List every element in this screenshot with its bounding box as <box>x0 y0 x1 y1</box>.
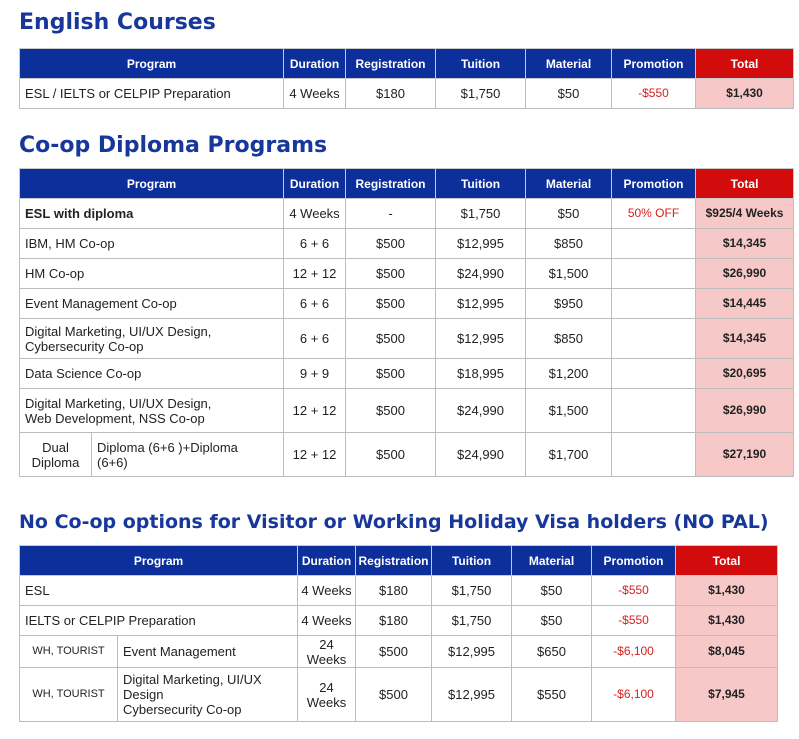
table-row <box>20 433 794 477</box>
header-total: Total <box>696 169 794 199</box>
header-duration: Duration <box>284 169 346 199</box>
table-row <box>20 359 794 389</box>
cell-tuition: $24,990 <box>436 433 526 477</box>
cell-category: WH, TOURIST <box>20 668 118 722</box>
header-program: Program <box>20 546 298 576</box>
cell-material: $850 <box>526 319 612 359</box>
header-program: Program <box>20 49 284 79</box>
cell-duration: 6 + 6 <box>284 319 346 359</box>
cell-category: WH, TOURIST <box>20 636 118 668</box>
cell-program <box>20 389 284 433</box>
cell-tuition: $1,750 <box>436 199 526 229</box>
english-courses-table <box>19 48 794 109</box>
header-tuition: Tuition <box>432 546 512 576</box>
cell-total: $14,345 <box>696 229 794 259</box>
cell-tuition: $12,995 <box>436 229 526 259</box>
table-header-row <box>20 169 794 199</box>
table-row <box>20 259 794 289</box>
cell-total: $7,945 <box>676 668 778 722</box>
cell-registration: $500 <box>346 229 436 259</box>
cell-duration: 6 + 6 <box>284 289 346 319</box>
cell-duration: 4 Weeks <box>298 576 356 606</box>
cell-duration: 9 + 9 <box>284 359 346 389</box>
table-row <box>20 636 778 668</box>
cell-total: $8,045 <box>676 636 778 668</box>
cell-tuition: $24,990 <box>436 259 526 289</box>
cell-tuition: $12,995 <box>432 636 512 668</box>
cell-program: Event Management <box>118 636 298 668</box>
cell-duration: 24 Weeks <box>298 636 356 668</box>
cell-total: $925/4 Weeks <box>696 199 794 229</box>
cell-promotion: -$550 <box>592 576 676 606</box>
header-duration: Duration <box>284 49 346 79</box>
cell-material: $650 <box>512 636 592 668</box>
cell-duration: 12 + 12 <box>284 433 346 477</box>
cell-registration: $500 <box>346 359 436 389</box>
cell-registration: $180 <box>346 79 436 109</box>
cell-promotion: -$550 <box>592 606 676 636</box>
cell-program: IELTS or CELPIP Preparation <box>20 606 298 636</box>
header-total: Total <box>696 49 794 79</box>
cell-registration: $180 <box>356 576 432 606</box>
cell-tuition: $1,750 <box>436 79 526 109</box>
header-material: Material <box>512 546 592 576</box>
cell-material: $50 <box>512 576 592 606</box>
table-header-row <box>20 546 778 576</box>
cell-program <box>118 668 298 722</box>
header-total: Total <box>676 546 778 576</box>
cell-material: $50 <box>526 79 612 109</box>
table-header-row <box>20 49 794 79</box>
program-line: (6+6) <box>97 454 128 470</box>
cell-total: $14,345 <box>696 319 794 359</box>
cell-registration: $500 <box>346 319 436 359</box>
cell-program <box>92 433 284 477</box>
table-row <box>20 576 778 606</box>
cell-promotion <box>612 359 696 389</box>
cell-promotion: -$6,100 <box>592 668 676 722</box>
cell-duration: 4 Weeks <box>284 199 346 229</box>
cell-tuition: $12,995 <box>436 319 526 359</box>
cell-total: $20,695 <box>696 359 794 389</box>
cell-material: $550 <box>512 668 592 722</box>
no-coop-table <box>19 545 778 722</box>
table-row <box>20 79 794 109</box>
program-line: Diploma (6+6 )+Diploma <box>97 439 238 455</box>
cell-registration: $500 <box>346 389 436 433</box>
header-material: Material <box>526 169 612 199</box>
cell-total: $1,430 <box>676 576 778 606</box>
program-line: Design <box>123 687 164 702</box>
cell-promotion: 50% OFF <box>612 199 696 229</box>
program-line: Cybersecurity Co-op <box>25 338 144 354</box>
header-tuition: Tuition <box>436 49 526 79</box>
header-registration: Registration <box>346 169 436 199</box>
section-title-coop-diploma: Co-op Diploma Programs <box>19 133 328 158</box>
category-line: Diploma <box>31 454 80 470</box>
cell-total: $14,445 <box>696 289 794 319</box>
header-promotion: Promotion <box>592 546 676 576</box>
cell-program: ESL <box>20 576 298 606</box>
category-line: Dual <box>42 439 69 455</box>
cell-promotion <box>612 289 696 319</box>
section-title-english-courses: English Courses <box>19 10 216 35</box>
cell-duration: 24 Weeks <box>298 668 356 722</box>
table-row <box>20 289 794 319</box>
cell-tuition: $24,990 <box>436 389 526 433</box>
cell-registration: $500 <box>356 636 432 668</box>
cell-material: $1,500 <box>526 259 612 289</box>
header-program: Program <box>20 169 284 199</box>
cell-total: $1,430 <box>696 79 794 109</box>
cell-promotion: -$6,100 <box>592 636 676 668</box>
header-duration: Duration <box>298 546 356 576</box>
program-line: Digital Marketing, UI/UX Design, <box>25 395 212 411</box>
program-bold-text: ESL <box>25 206 51 221</box>
cell-tuition: $12,995 <box>432 668 512 722</box>
section-title-no-coop: No Co-op options for Visitor or Working Holiday Visa holders (NO PAL) <box>19 511 769 533</box>
header-registration: Registration <box>356 546 432 576</box>
cell-total: $26,990 <box>696 259 794 289</box>
cell-duration: 4 Weeks <box>284 79 346 109</box>
header-material: Material <box>526 49 612 79</box>
coop-diploma-table <box>19 168 794 477</box>
cell-material: $850 <box>526 229 612 259</box>
cell-program: IBM, HM Co-op <box>20 229 284 259</box>
cell-promotion <box>612 229 696 259</box>
header-registration: Registration <box>346 49 436 79</box>
cell-registration: $500 <box>346 433 436 477</box>
table-row <box>20 389 794 433</box>
cell-material: $1,200 <box>526 359 612 389</box>
program-bold-text: with diploma <box>53 206 134 221</box>
cell-total: $26,990 <box>696 389 794 433</box>
cell-duration: 12 + 12 <box>284 389 346 433</box>
cell-registration: $500 <box>356 668 432 722</box>
cell-promotion <box>612 259 696 289</box>
cell-program <box>20 199 284 229</box>
program-line: Digital Marketing, UI/UX <box>123 672 262 687</box>
table-row <box>20 319 794 359</box>
header-promotion: Promotion <box>612 49 696 79</box>
program-line: Digital Marketing, UI/UX Design, <box>25 323 212 339</box>
header-promotion: Promotion <box>612 169 696 199</box>
cell-total: $1,430 <box>676 606 778 636</box>
cell-material: $950 <box>526 289 612 319</box>
cell-registration: - <box>346 199 436 229</box>
cell-promotion <box>612 433 696 477</box>
cell-promotion: -$550 <box>612 79 696 109</box>
cell-material: $1,500 <box>526 389 612 433</box>
cell-tuition: $1,750 <box>432 606 512 636</box>
cell-program: Event Management Co-op <box>20 289 284 319</box>
cell-duration: 12 + 12 <box>284 259 346 289</box>
cell-program <box>20 319 284 359</box>
cell-registration: $500 <box>346 259 436 289</box>
cell-program: Data Science Co-op <box>20 359 284 389</box>
cell-program: HM Co-op <box>20 259 284 289</box>
cell-material: $1,700 <box>526 433 612 477</box>
table-row <box>20 606 778 636</box>
program-line: Web Development, NSS Co-op <box>25 410 205 426</box>
cell-tuition: $12,995 <box>436 289 526 319</box>
table-row <box>20 229 794 259</box>
cell-category <box>20 433 92 477</box>
table-row <box>20 668 778 722</box>
cell-duration: 6 + 6 <box>284 229 346 259</box>
cell-tuition: $18,995 <box>436 359 526 389</box>
table-row <box>20 199 794 229</box>
cell-material: $50 <box>512 606 592 636</box>
cell-total: $27,190 <box>696 433 794 477</box>
cell-registration: $500 <box>346 289 436 319</box>
cell-material: $50 <box>526 199 612 229</box>
cell-promotion <box>612 319 696 359</box>
cell-promotion <box>612 389 696 433</box>
cell-duration: 4 Weeks <box>298 606 356 636</box>
header-tuition: Tuition <box>436 169 526 199</box>
cell-tuition: $1,750 <box>432 576 512 606</box>
cell-registration: $180 <box>356 606 432 636</box>
cell-program: ESL / IELTS or CELPIP Preparation <box>20 79 284 109</box>
program-line: Cybersecurity Co-op <box>123 702 242 717</box>
